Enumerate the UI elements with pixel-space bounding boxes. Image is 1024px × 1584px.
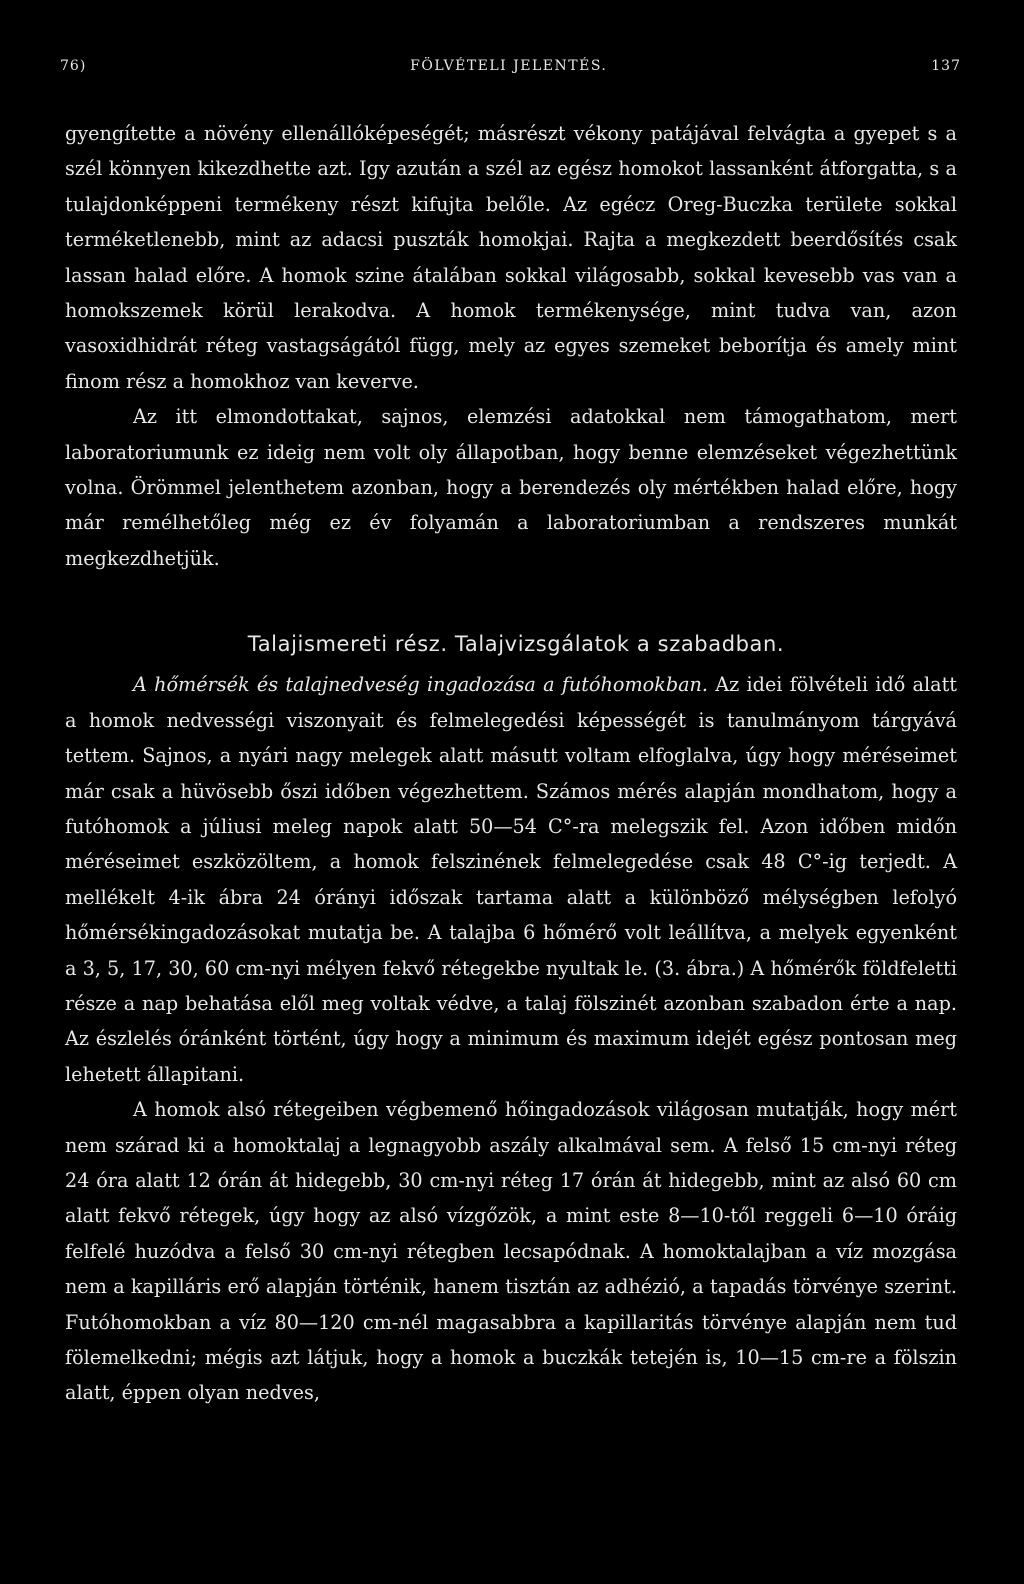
- paragraph-final: A homok alsó rétegeiben végbemenő hőingadozások világosan mutatják, hogy mért nem szárad ki a homoktalaj a legnagyobb aszály alkalmával sem. A felső 15 cm-nyi réteg 24 óra alatt 12 órán át hidegebb, 30 cm-nyi réteg 17 órán át hidegebb, mint az alsó 60 cm alatt fekvő rétegek, úgy hogy az alsó vízgőzök, a mint este 8—10-től reggeli 6—10 óráig felfelé huzódva a felső 30 cm-nyi rétegben lecsapódnak. A homoktalajban a víz mozgása nem a kapilláris erő alapján történik, hanem tisztán az adhézió, a tapadás törvénye szerint. Futóhomokban a víz 80—120 cm-nél magasabbra a kapillaritás törvénye alapján nem tud fölemelkedni; mégis azt látjuk, hogy a homok a buczkák tetején is, 10—15 cm-re a fölszin alatt, éppen olyan nedves,: [65, 1098, 957, 1405]
- book-page: [60, 58, 961, 1411]
- subsection-paragraph: [65, 667, 957, 1092]
- section-title: Talajismereti rész. Talajvizsgálatok a szabadban.: [247, 632, 785, 657]
- header-title: FÖLVÉTELI JELENTÉS.: [410, 58, 608, 74]
- subsection-title: A hőmérsék és talajnedveség ingadozása a futóhomokban.: [133, 673, 709, 697]
- running-head: [60, 58, 961, 80]
- paragraph-1: gyengítette a növény ellenállóképeségét; másrészt vékony patájával felvágta a gyepet s a szél könnyen kikezdhette azt. Igy azután a szél az egész homokot lassanként átforgatta, s a tulajdonképpeni termékeny részt kifujta belőle. Az egécz Oreg-Buczka területe sokkal terméketlenebb, mint az adacsi puszták homokjai. Rajta a megkezdett beerdősítés csak lassan halad előre. A homok szine átalában sokkal világosabb, sokkal kevesebb vas van a homokszemek körül lerakodva. A homok termékenysége, mint tudva van, azon vasoxidhidrát réteg vastagságától függ, mely az egyes szemeket beborítja és amely mint finom rész a homokhoz van keverve.: [65, 122, 957, 393]
- page-number: 137: [931, 58, 961, 74]
- subsection-text: Az idei fölvételi idő alatt a homok nedvességi viszonyait és felmelegedési képességét is tanulmányom tárgyává tettem. Sajnos, a nyári nagy melegek alatt másutt voltam elfoglalva, úgy hogy méréseimet már csak a hüvösebb őszi időben végezhettem. Számos mérés alapján mondhatom, hogy a futóhomok a júliusi meleg napok alatt 50—54 C°-ra melegszik fel. Azon időben midőn méréseimet eszközöltem, a homok felszinének felmelegedése csak 48 C°-ig terjedt. A mellékelt 4-ik ábra 24 órányi időszak tartama alatt a különböző mélységben lefolyó hőmérsékingadozásokat mutatja be. A talajba 6 hőmérő volt leállítva, a melyek egyenként a 3, 5, 17, 30, 60 cm-nyi mélyen fekvő rétegekbe nyultak le. (3. ábra.) A hőmérők földfeletti része a nap behatása elől meg voltak védve, a talaj fölszinét azonban szabadon érte a nap. Az észlelés óránként történt, úgy hogy a minimum és maximum idejét egész pontosan meg lehetett állapitani.: [65, 673, 957, 1086]
- body-text: [65, 116, 957, 1411]
- paragraph-2: Az itt elmondottakat, sajnos, elemzési adatokkal nem támogathatom, mert laboratoriumunk ez ideig nem volt oly állapotban, hogy benne elemzéseket végezhettünk volna. Örömmel jelenthetem azonban, hogy a berendezés oly mértékben halad előre, hogy már remélhetőleg még ez év folyamán a laboratoriumban a rendszeres munkát megkezdhetjük.: [65, 405, 957, 570]
- header-left-number: 76): [60, 58, 87, 74]
